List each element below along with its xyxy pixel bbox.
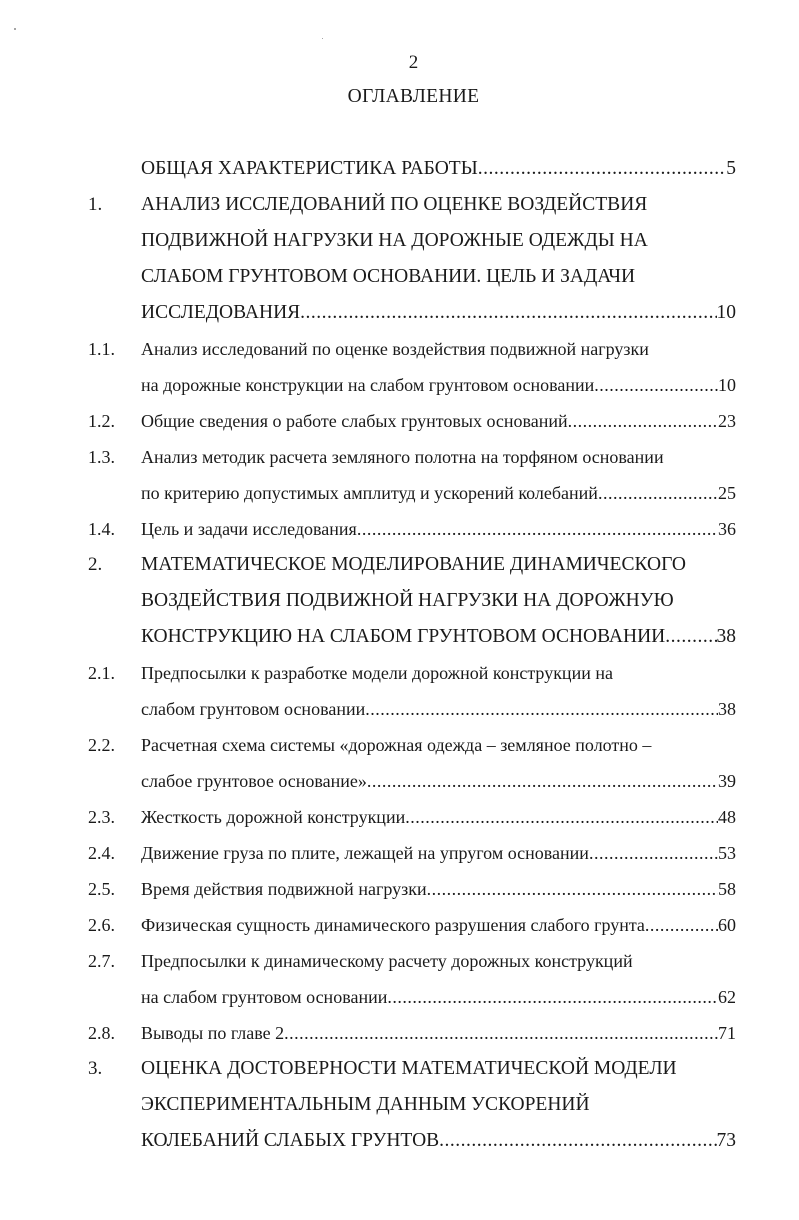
toc-entry-body	[141, 1051, 736, 1159]
dot-leader	[589, 835, 718, 871]
toc-entry-body	[141, 331, 736, 403]
dot-leader	[367, 763, 718, 799]
toc-entry-line	[141, 979, 736, 1015]
toc-entry-line	[141, 1015, 736, 1051]
toc-entry-line: ОЦЕНКА ДОСТОВЕРНОСТИ МАТЕМАТИЧЕСКОЙ МОДЕЛИ	[141, 1058, 677, 1079]
dot-leader	[284, 1015, 718, 1051]
toc-section-entry	[0, 331, 799, 403]
dot-leader	[357, 511, 718, 547]
toc-entry-text: Цель и задачи исследования	[141, 519, 357, 539]
toc-entry-line	[141, 763, 736, 799]
toc-entry-line	[141, 151, 736, 187]
toc-page-number: 25	[718, 483, 736, 503]
toc-entry-line	[141, 1123, 736, 1159]
toc-entry-line	[141, 835, 736, 871]
toc-section-entry	[0, 907, 799, 943]
toc-entry-text: КОЛЕБАНИЙ СЛАБЫХ ГРУНТОВ	[141, 1130, 440, 1151]
toc-entry-line	[141, 799, 736, 835]
toc-entry-line	[141, 367, 736, 403]
toc-page-number: 60	[718, 915, 736, 935]
toc-entry-body	[141, 655, 736, 727]
toc-page-number: 71	[718, 1023, 736, 1043]
toc-entry-line: Предпосылки к разработке модели дорожной конструкции на	[141, 663, 613, 683]
toc-entry-number: 2.4.	[88, 843, 115, 863]
toc-entry-text: по критерию допустимых амплитуд и ускорений колебаний	[141, 483, 598, 503]
toc-section-entry	[0, 511, 799, 547]
toc-page-number: 39	[718, 771, 736, 791]
dot-leader	[300, 295, 716, 331]
toc-entry-number: 2.8.	[88, 1023, 115, 1043]
toc-entry-number: 3.	[88, 1058, 103, 1079]
toc-section-entry	[0, 439, 799, 511]
dot-leader	[365, 691, 718, 727]
toc-entry-line: Анализ методик расчета земляного полотна на торфяном основании	[141, 447, 664, 467]
toc-entry-body	[141, 907, 736, 943]
toc-entry-text: Жесткость дорожной конструкции	[141, 807, 406, 827]
toc-entry-body	[141, 799, 736, 835]
toc-entry-body	[141, 871, 736, 907]
toc-entry-line	[141, 295, 736, 331]
toc-section-entry	[0, 799, 799, 835]
toc-entry-body	[141, 151, 736, 187]
toc-entry-body	[141, 403, 736, 439]
toc-section-entry	[0, 943, 799, 1015]
toc-section-entry	[0, 871, 799, 907]
toc-entry-text: Движение груза по плите, лежащей на упругом основании	[141, 843, 589, 863]
toc-entry-text: слабое грунтовое основание»	[141, 771, 367, 791]
toc-entry-text: на слабом грунтовом основании	[141, 987, 388, 1007]
toc-entry-line: Расчетная схема системы «дорожная одежда – земляное полотно –	[141, 735, 652, 755]
dot-leader	[645, 907, 718, 943]
toc-section-entry	[0, 727, 799, 799]
toc-entry-line: СЛАБОМ ГРУНТОВОМ ОСНОВАНИИ. ЦЕЛЬ И ЗАДАЧИ	[141, 266, 636, 287]
toc-entry-line	[141, 475, 736, 511]
toc-entry-number: 2.5.	[88, 879, 115, 899]
toc-chapter-entry	[0, 187, 799, 331]
toc-entry-body	[141, 439, 736, 511]
toc-chapter-entry	[0, 151, 799, 187]
dot-leader	[405, 799, 718, 835]
toc-entry-number: 2.7.	[88, 951, 115, 971]
toc-entry-number: 1.	[88, 194, 103, 215]
toc-entry-text: ИССЛЕДОВАНИЯ	[141, 302, 301, 323]
toc-entry-line: АНАЛИЗ ИССЛЕДОВАНИЙ ПО ОЦЕНКЕ ВОЗДЕЙСТВИЯ	[141, 194, 648, 215]
toc-entry-body	[141, 187, 736, 331]
toc-entry-text: Физическая сущность динамического разрушения слабого грунта	[141, 915, 645, 935]
dot-leader	[598, 475, 718, 511]
toc-entry-line: ПОДВИЖНОЙ НАГРУЗКИ НА ДОРОЖНЫЕ ОДЕЖДЫ НА	[141, 230, 648, 251]
toc-entry-line: Предпосылки к динамическому расчету дорожных конструкций	[141, 951, 633, 971]
toc-entry-body	[141, 727, 736, 799]
toc-entry-body	[141, 943, 736, 1015]
toc-entry-number: 1.4.	[88, 519, 115, 539]
dot-leader	[478, 151, 727, 187]
dot-leader	[665, 619, 716, 655]
toc-entry-number: 2.	[88, 554, 103, 575]
toc-entry-number: 2.1.	[88, 663, 115, 683]
toc-entry-number: 2.3.	[88, 807, 115, 827]
toc-title: ОГЛАВЛЕНИЕ	[347, 86, 480, 107]
dot-leader	[427, 871, 718, 907]
toc-section-entry	[0, 403, 799, 439]
toc-entry-text: слабом грунтовом основании	[141, 699, 366, 719]
toc-entry-line	[141, 691, 736, 727]
toc-entry-body	[141, 547, 736, 655]
toc-entry-text: КОНСТРУКЦИЮ НА СЛАБОМ ГРУНТОВОМ ОСНОВАНИИ	[141, 626, 666, 647]
toc-entry-body	[141, 511, 736, 547]
toc-entry-line	[141, 619, 736, 655]
toc-page-number: 48	[718, 807, 736, 827]
toc-entry-number: 2.2.	[88, 735, 115, 755]
toc-section-entry	[0, 655, 799, 727]
toc-entry-text: Общие сведения о работе слабых грунтовых оснований	[141, 411, 568, 431]
toc-entry-text: Выводы по главе 2	[141, 1023, 285, 1043]
toc-section-entry	[0, 835, 799, 871]
toc-page-number: 10	[718, 375, 736, 395]
toc-entry-number: 1.1.	[88, 339, 115, 359]
toc-entry-number: 1.3.	[88, 447, 115, 467]
toc-page-number: 53	[718, 843, 736, 863]
toc-entry-line: Анализ исследований по оценке воздействия подвижной нагрузки	[141, 339, 649, 359]
page-number: 2	[408, 52, 419, 73]
scan-speck	[14, 28, 16, 30]
toc-page-number: 5	[726, 158, 736, 179]
table-of-contents	[0, 151, 799, 1159]
toc-entry-body	[141, 1015, 736, 1051]
toc-entry-text: Время действия подвижной нагрузки	[141, 879, 427, 899]
scan-speck	[322, 38, 323, 39]
toc-entry-number: 1.2.	[88, 411, 115, 431]
toc-entry-body	[141, 835, 736, 871]
toc-entry-line	[141, 907, 736, 943]
toc-page-number: 62	[718, 987, 736, 1007]
toc-entry-line	[141, 871, 736, 907]
dot-leader	[594, 367, 718, 403]
toc-chapter-entry	[0, 547, 799, 655]
toc-entry-line: ЭКСПЕРИМЕНТАЛЬНЫМ ДАННЫМ УСКОРЕНИЙ	[141, 1094, 590, 1115]
dot-leader	[387, 979, 718, 1015]
toc-entry-number: 2.6.	[88, 915, 115, 935]
toc-entry-line: ВОЗДЕЙСТВИЯ ПОДВИЖНОЙ НАГРУЗКИ НА ДОРОЖНУЮ	[141, 590, 674, 611]
dot-leader	[568, 403, 718, 439]
toc-entry-text: ОБЩАЯ ХАРАКТЕРИСТИКА РАБОТЫ	[141, 158, 478, 179]
toc-chapter-entry	[0, 1051, 799, 1159]
toc-entry-text: на дорожные конструкции на слабом грунтовом основании	[141, 375, 595, 395]
toc-page-number: 38	[716, 626, 736, 647]
toc-section-entry	[0, 1015, 799, 1051]
toc-page-number: 36	[718, 519, 736, 539]
toc-entry-line	[141, 403, 736, 439]
toc-page-number: 73	[716, 1130, 736, 1151]
toc-page-number: 10	[716, 302, 736, 323]
toc-page-number: 23	[718, 411, 736, 431]
toc-entry-line	[141, 511, 736, 547]
toc-page-number: 58	[718, 879, 736, 899]
toc-entry-line: МАТЕМАТИЧЕСКОЕ МОДЕЛИРОВАНИЕ ДИНАМИЧЕСКОГО	[141, 554, 686, 575]
dot-leader	[439, 1123, 716, 1159]
toc-page-number: 38	[718, 699, 736, 719]
